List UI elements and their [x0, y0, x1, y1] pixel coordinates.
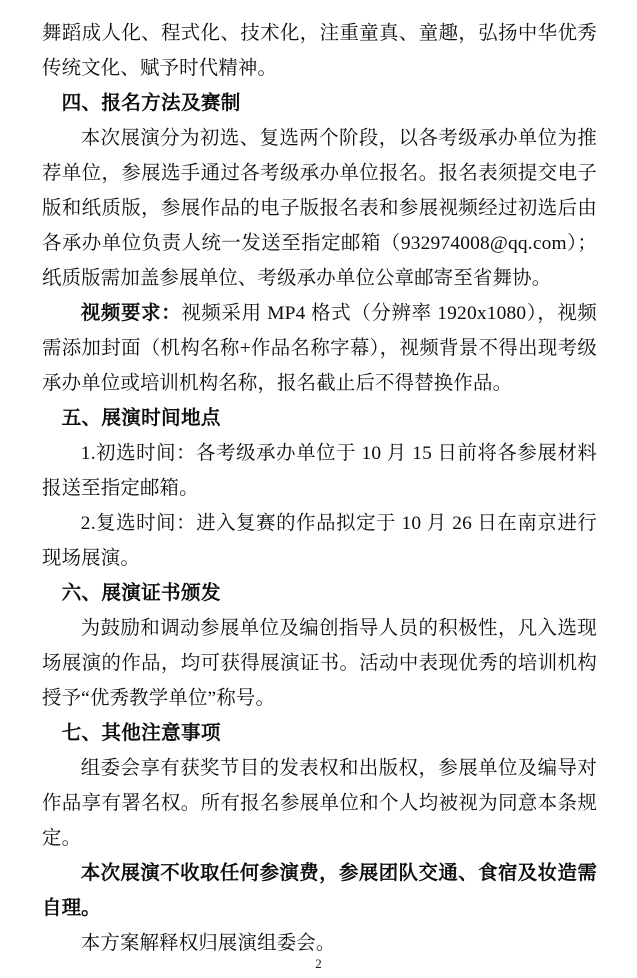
paragraph-video-requirements — [42, 296, 597, 401]
page-number: 2 — [315, 956, 322, 971]
paragraph-registration-method: 本次展演分为初选、复选两个阶段，以各考级承办单位为推荐单位，参展选手通过各考级承办单位报名。报名表须提交电子版和纸质版，参展作品的电子版报名表和参展视频经过初选后由各承办单位负责人统一发送至指定邮箱（932974008@qq.com）；纸质版需加盖参展单位、考级承办单位公章邮寄至省舞协。 — [42, 128, 597, 289]
paragraph-final-time: 2.复选时间：进入复赛的作品拟定于 10 月 26 日在南京进行现场展演。 — [42, 513, 597, 569]
paragraph-intro: 舞蹈成人化、程式化、技术化，注重童真、童趣，弘扬中华优秀传统文化、赋予时代精神。 — [42, 23, 597, 79]
paragraph-certificate: 为鼓励和调动参展单位及编创指导人员的积极性，凡入选现场展演的作品，均可获得展演证书。活动中表现优秀的培训机构授予“优秀教学单位”称号。 — [42, 618, 597, 709]
section-heading-six: 六、展演证书颁发 — [61, 583, 221, 604]
video-requirements-text: 视频采用 MP4 格式（分辨率 1920x1080），视频需添加封面（机构名称+作品名称字幕），视频背景不得出现考级承办单位或培训机构名称，报名截止后不得替换作品。 — [42, 303, 598, 394]
section-heading-four: 四、报名方法及赛制 — [61, 93, 241, 114]
paragraph-interpretation-rights: 本方案解释权归展演组委会。 — [80, 933, 336, 954]
section-heading-seven: 七、其他注意事项 — [61, 723, 221, 744]
paragraph-other-notes: 组委会享有获奖节目的发表权和出版权，参展单位及编导对作品享有署名权。所有报名参展单位和个人均被视为同意本条规定。 — [42, 758, 597, 849]
video-requirements-label: 视频要求： — [80, 303, 182, 324]
paragraph-preliminary-time: 1.初选时间：各考级承办单位于 10 月 15 日前将各参展材料报送至指定邮箱。 — [42, 443, 597, 499]
section-heading-five: 五、展演时间地点 — [61, 408, 221, 429]
paragraph-no-fee-notice: 本次展演不收取任何参演费，参展团队交通、食宿及妆造需自理。 — [42, 863, 597, 919]
